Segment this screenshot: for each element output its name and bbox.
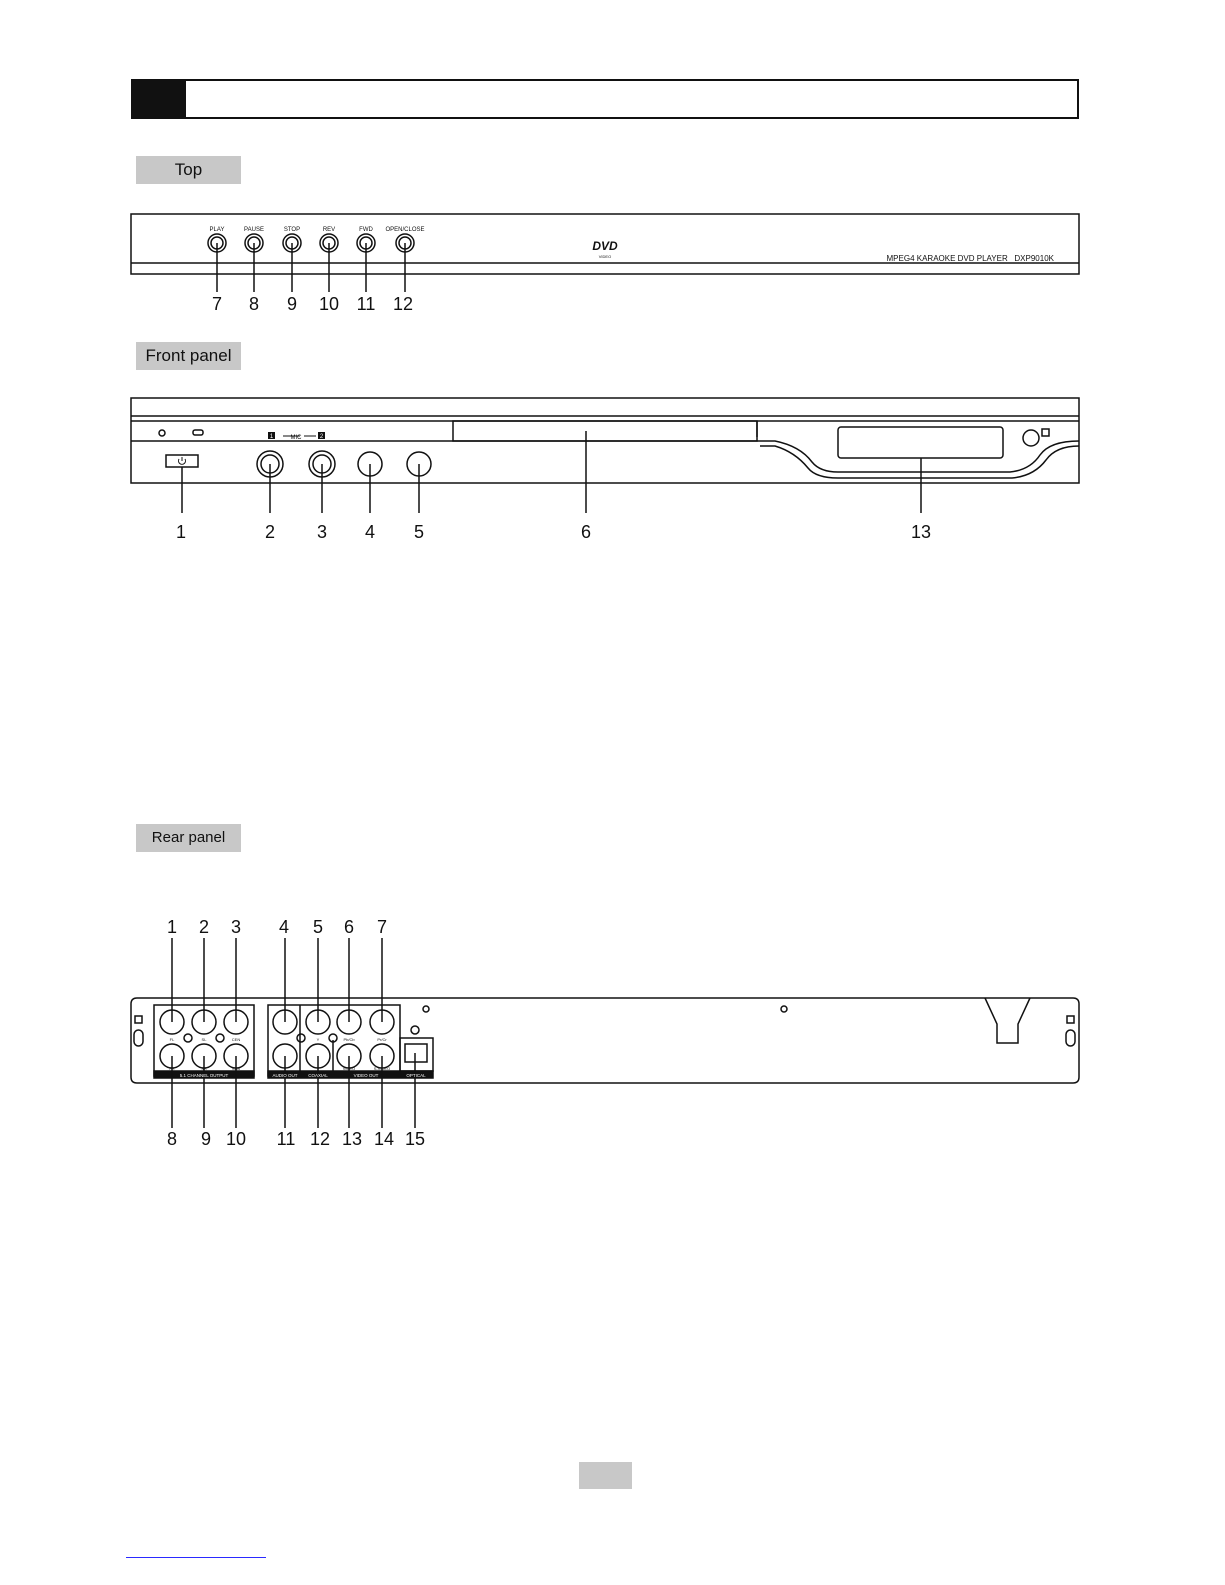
mic-label: MIC [290,435,302,441]
remote-led [193,430,203,435]
top-num-7: 7 [211,294,223,314]
rear-num-8: 8 [166,1129,178,1149]
mic-2-label: 2 [319,434,324,440]
label-audio-out: AUDIO OUT [272,1073,298,1078]
standby-led [159,430,165,436]
power-icon [179,457,186,464]
rear-num-6: 6 [343,917,355,937]
disc-tray [453,421,757,441]
rear-num-12: 12 [309,1129,331,1149]
front-leader-lines [182,431,921,513]
footer-link-line [126,1557,266,1558]
dvd-logo-sub: VIDEO [598,254,612,259]
rear-num-14: 14 [373,1129,395,1149]
top-label-fwd: FWD [359,227,373,233]
ground-screw [411,1026,419,1034]
rear-num-10: 10 [225,1129,247,1149]
front-num-4: 4 [364,522,376,542]
ir-sensor-icon [1023,430,1039,446]
optical-port [405,1044,427,1062]
label-pbcb: Pb/Cb [343,1037,355,1042]
rear-num-5: 5 [312,917,324,937]
model-text: MPEG4 KARAOKE DVD PLAYER DXP9010K [886,254,1054,263]
top-num-12: 12 [392,294,414,314]
rear-num-3: 3 [230,917,242,937]
top-num-8: 8 [248,294,260,314]
mic-1-label: 1 [269,434,274,440]
top-label-rev: REV [322,227,336,233]
rear-screw-1 [423,1006,429,1012]
page-number-tab [579,1462,632,1489]
rear-num-15: 15 [404,1129,426,1149]
rear-screw-2 [781,1006,787,1012]
label-y: Y [316,1037,320,1042]
top-label-stop: STOP [283,227,301,233]
top-num-9: 9 [286,294,298,314]
front-num-3: 3 [316,522,328,542]
label-video-out: VIDEO OUT [353,1073,379,1078]
label-cen: CEN [231,1037,241,1042]
label-svideo: S-VIDEO [373,1066,391,1071]
label-prcr: Pr/Cr [377,1037,387,1042]
label-sr: SR [201,1066,207,1071]
rear-num-11: 11 [276,1129,296,1149]
ir-sensor-mark [1042,429,1049,436]
dvd-logo: DVD [592,239,618,253]
section-label-front: Front panel [136,342,241,370]
rear-num-4: 4 [278,917,290,937]
label-channel-output: 5.1 CHANNEL OUTPUT [179,1073,229,1078]
top-label-open-close: OPEN/CLOSE [385,227,425,233]
rear-num-7: 7 [376,917,388,937]
rear-num-2: 2 [198,917,210,937]
section-label-rear: Rear panel [136,824,241,852]
top-leader-lines [217,243,405,292]
rear-mounting-left [134,1016,143,1046]
label-sub: SUB [231,1066,241,1071]
label-coaxial: COAXIAL [308,1073,328,1078]
front-num-2: 2 [264,522,276,542]
label-sl: SL [201,1037,207,1042]
rear-num-13: 13 [341,1129,363,1149]
channel-screw-2 [216,1034,224,1042]
power-cord-outlet [985,998,1030,1043]
section-label-top: Top [136,156,241,184]
label-fr: FR [169,1066,175,1071]
front-num-6: 6 [580,522,592,542]
rear-mounting-right [1066,1016,1075,1046]
front-num-5: 5 [413,522,425,542]
label-optical: OPTICAL [406,1073,426,1078]
top-num-10: 10 [318,294,340,314]
front-num-1: 1 [175,522,187,542]
top-num-11: 11 [356,294,376,314]
label-fl: FL [169,1037,175,1042]
top-label-pause: PAUSE [244,227,264,233]
top-label-play: PLAY [209,227,225,233]
label-video: VIDEO [342,1066,356,1071]
channel-screw-1 [184,1034,192,1042]
display-window [838,427,1003,458]
rear-num-1: 1 [166,917,178,937]
front-num-13: 13 [910,522,932,542]
rear-num-9: 9 [200,1129,212,1149]
